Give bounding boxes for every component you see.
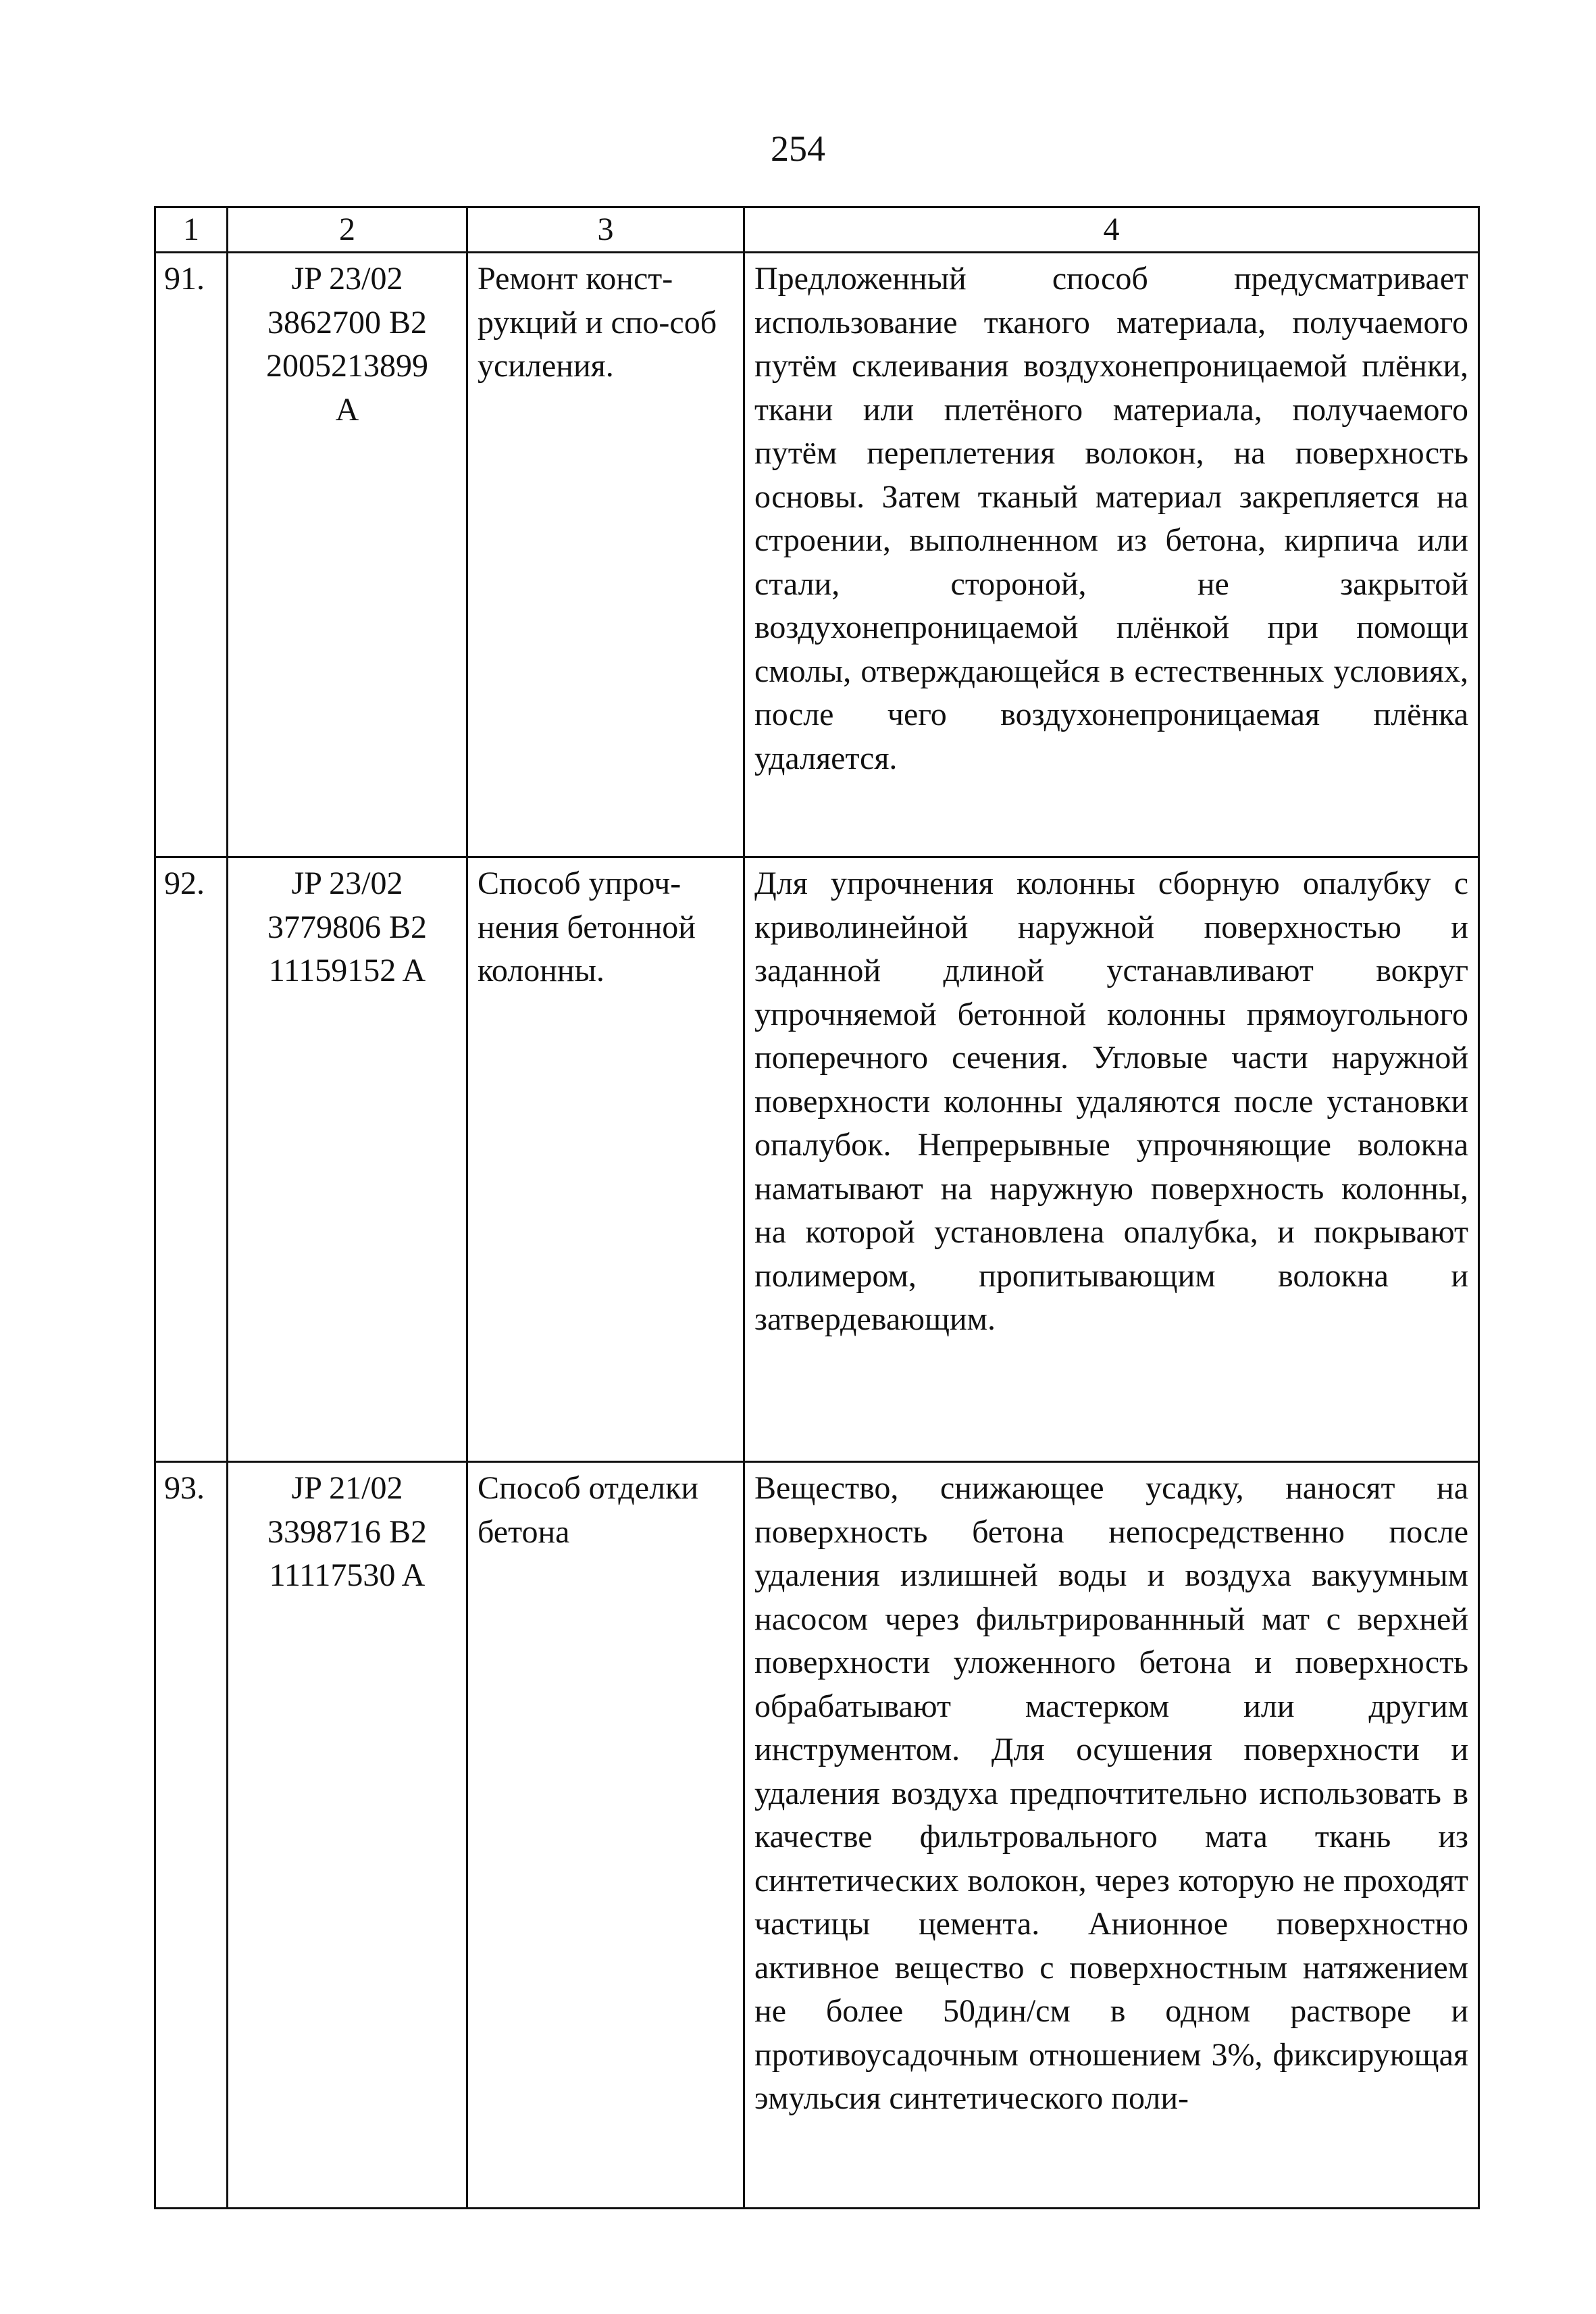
page-number: 254 <box>771 128 825 169</box>
table-row <box>155 253 1479 857</box>
row-number: 92. <box>155 857 228 1462</box>
patent-description: Для упрочнения колонны сборную опалубку с криволинейной наружной поверхностью и заданной длиной устанавливают вокруг упрочняемой бетонной колонны прямоугольного поперечного сечения. Угловые части наружной поверхности колонны удаляются после установки опалубок. Непрерывные упрочняющие волокна наматывают на наружную поверхность колонны, на которой установлена опалубка, и покрывают полимером, пропитывающим волокна и затвердевающим. <box>744 857 1479 1462</box>
patent-code: JP 23/02 <box>291 261 403 297</box>
patent-title: Ремонт конст-рукций и спо-соб усиления. <box>467 253 744 857</box>
column-header-4: 4 <box>744 207 1479 253</box>
column-header-3: 3 <box>467 207 744 253</box>
patent-code: 2005213899 <box>266 348 428 384</box>
table-header-row <box>155 207 1479 253</box>
patent-description: Предложенный способ предусматривает использование тканого материала, получаемого путём склеивания воздухонепроницаемой плёнки, ткани или плетёного материала, получаемого путём переплетения волокон, на поверхность основы. Затем тканый материал закрепляется на строении, выполненном из бетона, кирпича или стали, стороной, не закрытой воздухонепроницаемой плёнкой при помощи смолы, отверждающейся в естественных условиях, после чего воздухонепроницаемая плёнка удаляется. <box>744 253 1479 857</box>
patent-code: 3398716 B2 <box>267 1513 427 1550</box>
column-header-1: 1 <box>155 207 228 253</box>
patent-codes <box>228 1462 467 2209</box>
patent-title: Способ отделки бетона <box>467 1462 744 2209</box>
table-row <box>155 1462 1479 2209</box>
patent-code: 3779806 B2 <box>267 909 427 945</box>
patent-codes <box>228 857 467 1462</box>
patent-codes <box>228 253 467 857</box>
patent-table <box>154 206 1480 2209</box>
row-number: 91. <box>155 253 228 857</box>
patent-code: 11159152 A <box>268 953 426 988</box>
patent-code: 3862700 B2 <box>267 304 427 341</box>
patent-code: JP 21/02 <box>291 1470 403 1506</box>
patent-code: A <box>335 391 359 428</box>
patent-code: 11117530 A <box>269 1557 426 1593</box>
patent-title: Способ упроч-нения бетонной колонны. <box>467 857 744 1462</box>
patent-code: JP 23/02 <box>291 865 403 901</box>
patent-description: Вещество, снижающее усадку, наносят на поверхность бетона непосредственно после удаления излишней воды и воздуха вакуумным насосом через фильтрированнный мат с верхней поверхности уложенного бетона и поверхность обрабатывают мастерком или другим инструментом. Для осушения поверхности и удаления воздуха предпочтительно использовать в качестве фильтровального мата ткань из синтетических волокон, через которую не проходят частицы цемента. Анионное поверхностно активное вещество с поверхностным натяжением не более 50дин/см в одном растворе и противоусадочным отношением 3%, фиксирующая эмульсия синтетического поли- <box>744 1462 1479 2209</box>
column-header-2: 2 <box>228 207 467 253</box>
table-row <box>155 857 1479 1462</box>
row-number: 93. <box>155 1462 228 2209</box>
